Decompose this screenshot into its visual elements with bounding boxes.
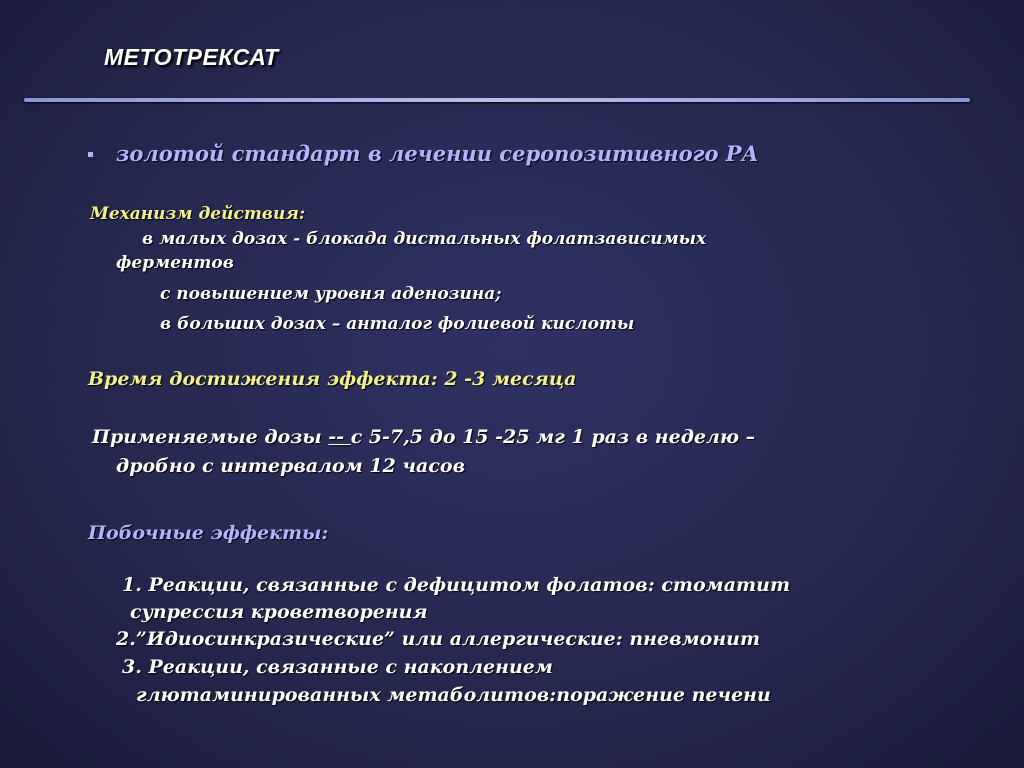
doses-rest: с 5-7,5 до 15 -25 мг 1 раз в неделю – <box>350 426 756 448</box>
side-effects-heading: Побочные эффекты: <box>88 522 329 544</box>
bullet-gold-standard: золотой стандарт в лечении серопозитивного РА <box>116 141 759 166</box>
slide-title: МЕТОТРЕКСАТ <box>104 44 279 70</box>
doses-dash: -- <box>328 426 351 448</box>
mechanism-line-1-cont: ферментов <box>116 253 234 273</box>
doses-line-2: дробно с интервалом 12 часов <box>116 455 466 477</box>
onset-time: Время достижения эффекта: 2 -3 месяца <box>88 368 577 390</box>
square-bullet-icon <box>88 152 93 157</box>
doses-prefix: Применяемые дозы <box>92 426 329 448</box>
side-effect-item-1-cont: супрессия кроветворения <box>130 601 428 623</box>
mechanism-line-2: с повышением уровня аденозина; <box>160 284 502 304</box>
side-effect-item-3-cont: глютаминированных метаболитов:поражение печени <box>136 684 771 706</box>
mechanism-line-1: в малых дозах - блокада дистальных фолатзависимых <box>142 229 707 249</box>
mechanism-line-3: в больших дозах – анталог фолиевой кислоты <box>160 314 635 334</box>
doses-line-1 <box>92 426 755 448</box>
side-effect-item-2: 2.”Идиосинкразические” или аллергические: пневмонит <box>116 628 761 650</box>
side-effect-item-1: 1. Реакции, связанные с дефицитом фолатов: стоматит <box>122 574 791 596</box>
mechanism-heading: Механизм действия: <box>90 204 306 224</box>
title-divider <box>24 98 970 102</box>
side-effect-item-3: 3. Реакции, связанные с накоплением <box>122 656 553 678</box>
